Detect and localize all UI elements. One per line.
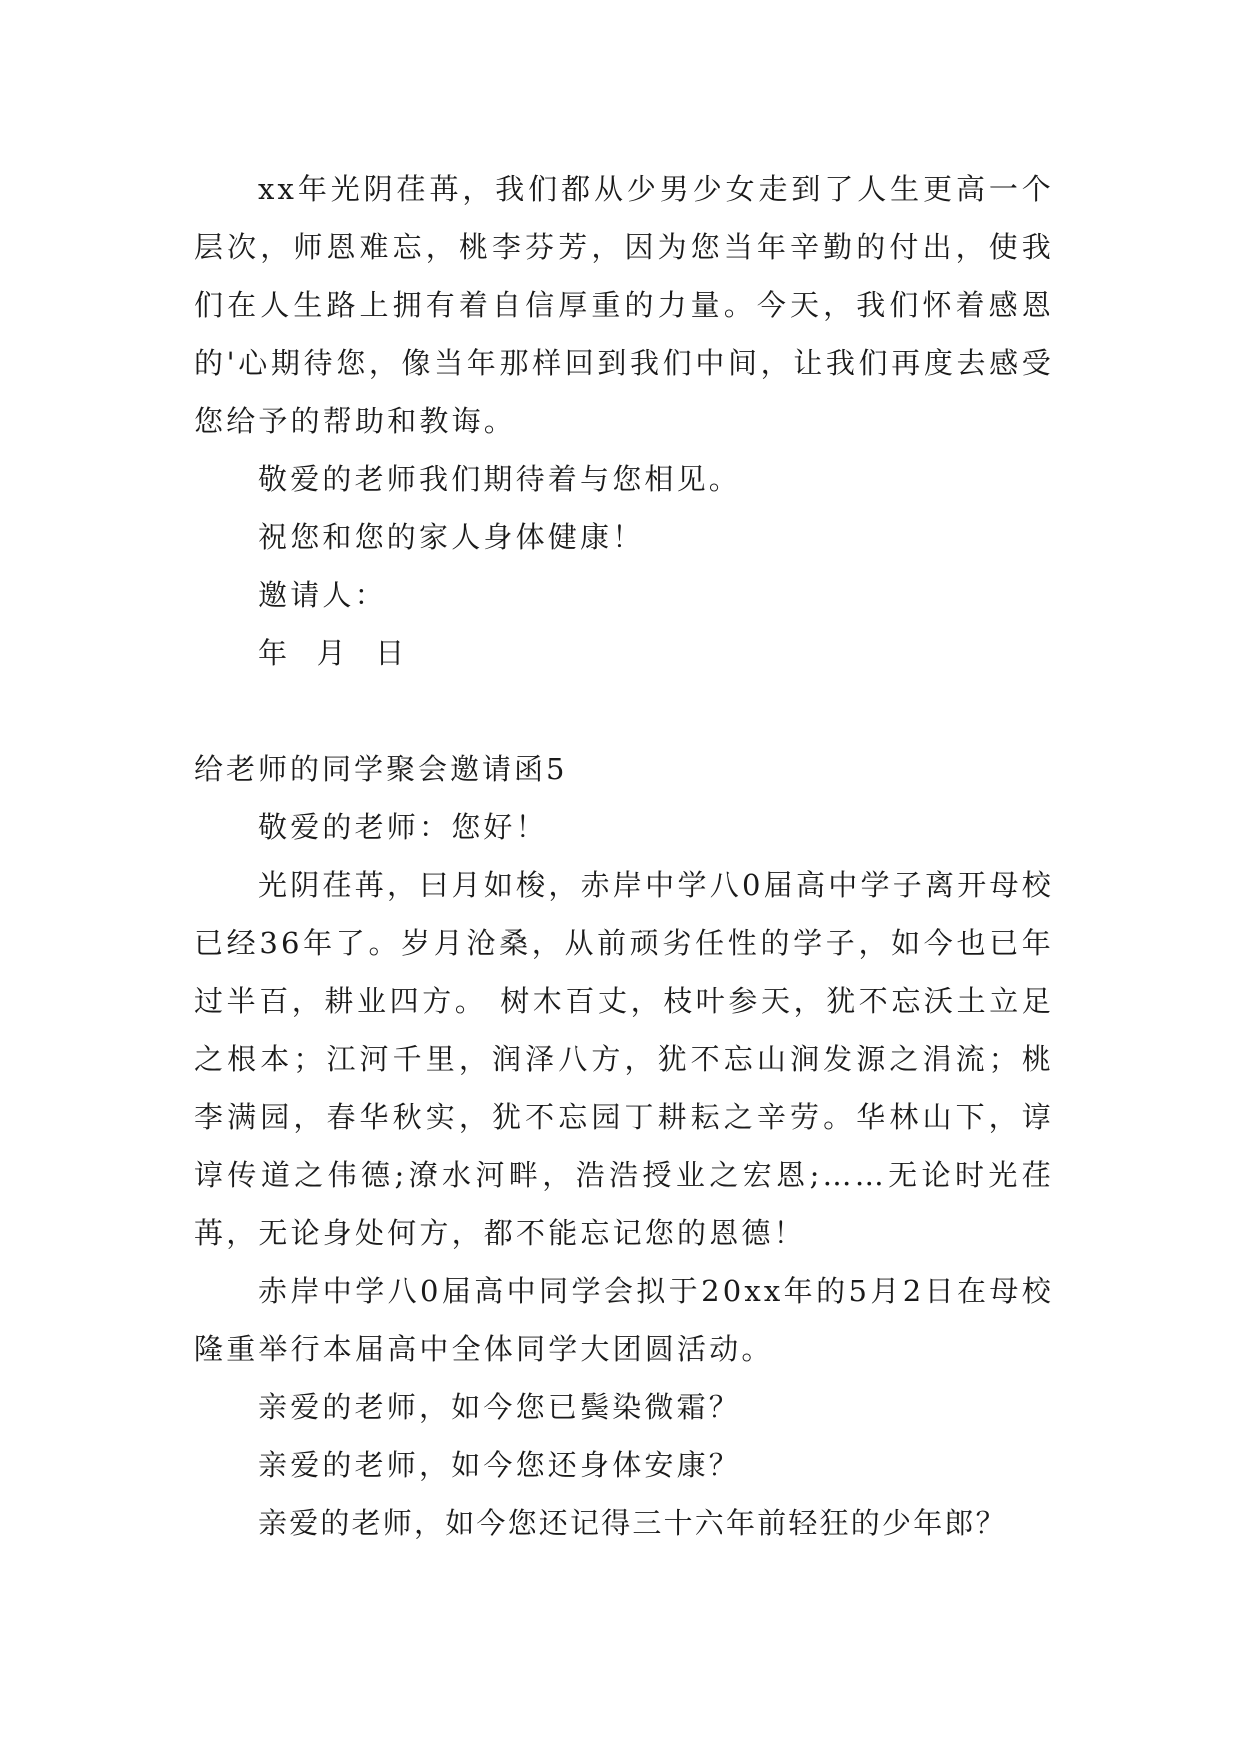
letter4-paragraph-3: 祝您和您的家人身体健康！ [258,520,645,554]
letter5-paragraph-2: 赤岸中学八0届高中同学会拟于20xx年的5月2日在母校隆重举行本届高中全体同学大团圆活动。 [194,1274,1054,1366]
letter5-paragraph-1: 光阴荏苒，曰月如梭，赤岸中学八0届高中学子离开母校已经36年了。岁月沧桑，从前顽劣任性的学子，如今也已年过半百，耕业四方。 树木百丈，枝叶参天，犹不忘沃土立足之根本；江河千里，润泽八方，犹不忘山涧发源之涓流；桃李满园，春华秋实，犹不忘园丁耕耘之辛劳。华林山下，谆谆传道之伟德;潦水河畔，浩浩授业之宏恩;……无论时光荏苒，无论身处何方，都不能忘记您的恩德！ [194,868,1054,1250]
letter5-title: 给老师的同学聚会邀请函5 [194,752,568,786]
letter5-greeting: 敬爱的老师：您好！ [258,810,548,844]
letter4-date-line: 年 月 日 [258,636,408,670]
document-page [194,160,1054,1552]
letter5-paragraph-4: 亲爱的老师，如今您还身体安康？ [258,1448,742,1482]
letter5-paragraph-5: 亲爱的老师，如今您还记得三十六年前轻狂的少年郎？ [258,1506,1007,1540]
section-gap [194,682,1054,740]
letter4-paragraph-2: 敬爱的老师我们期待着与您相见。 [258,462,742,496]
letter4-inviter-line: 邀请人： [258,578,387,612]
letter5-paragraph-3: 亲爱的老师，如今您已鬓染微霜？ [258,1390,742,1424]
letter4-paragraph-1: xx年光阴荏苒，我们都从少男少女走到了人生更高一个层次，师恩难忘，桃李芬芳，因为您当年辛勤的付出，使我们在人生路上拥有着自信厚重的力量。今天，我们怀着感恩的'心期待您，像当年那样回到我们中间，让我们再度去感受您给予的帮助和教诲。 [194,172,1054,438]
